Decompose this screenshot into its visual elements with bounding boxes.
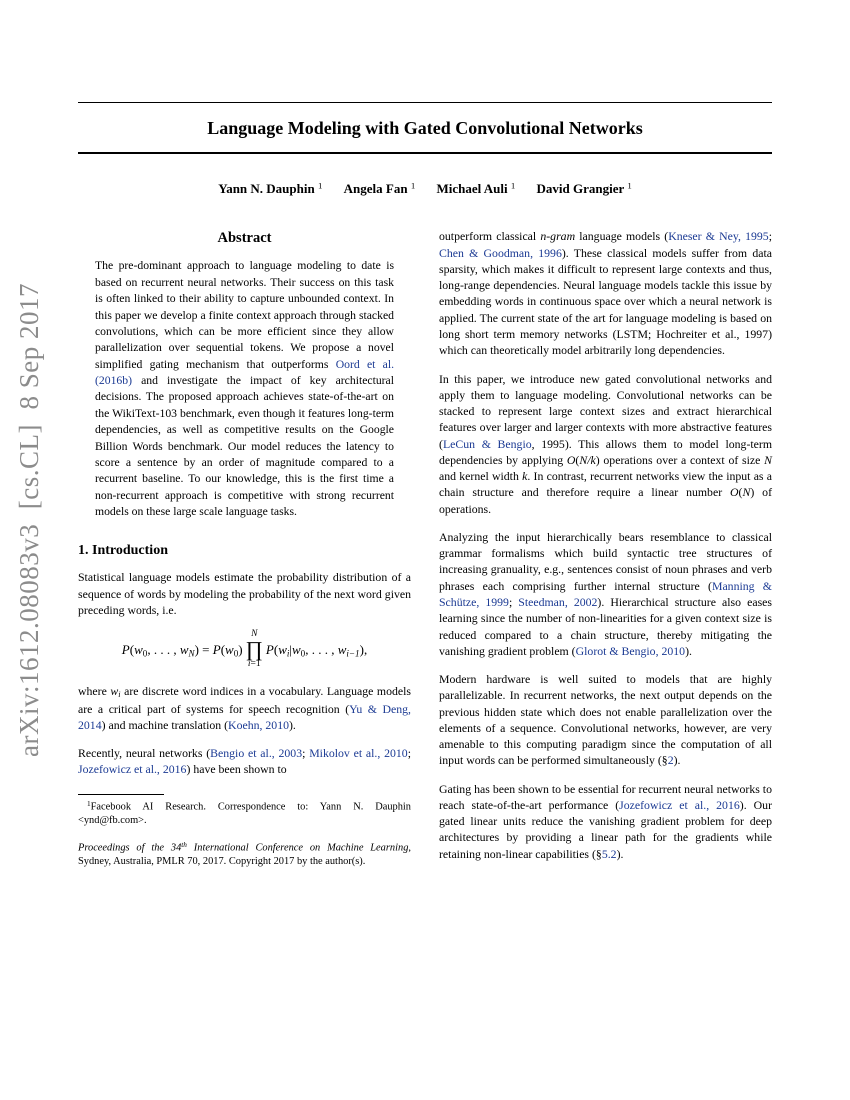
text-segment: N xyxy=(742,485,751,500)
text-segment: 0 xyxy=(142,647,148,658)
text-segment: 0 xyxy=(233,647,239,658)
text-segment: ( xyxy=(575,452,580,467)
text-segment: Modern hardware is well suited to models that are highly parallelizable. In recurrent networks, the next output depends on the previous hidden state which does not enable parallelization over the elements of a sequence. Convolutional networks, however, are very amenable to this computing paradigm since the computation of all input words can be performed simultaneously (§ xyxy=(439,672,772,768)
equation-rhs xyxy=(266,642,367,658)
intro-paragraph-3 xyxy=(78,745,411,778)
text-segment: th xyxy=(181,840,187,849)
text-segment: ). xyxy=(289,717,296,732)
section-heading-introduction: 1. Introduction xyxy=(78,543,168,559)
text-segment: ) = xyxy=(194,641,213,657)
text-segment: ). Hierarchical structure also eases learning since the number of non-linearities for a given context size is reduced compared to a chain structure, thereby mitigating the vanishing gradient problem ( xyxy=(439,594,772,658)
text-segment: ). Our gated linear units reduce the vanishing gradient problem for deep architectures by providing a linear path for the gradients while retaining non-linear capabilities (§ xyxy=(439,797,772,861)
text-segment: P xyxy=(121,641,130,657)
text-segment: ). xyxy=(616,846,624,861)
right-paragraph-5 xyxy=(439,781,772,862)
author-affiliation-sup: 1 xyxy=(317,181,323,191)
text-segment: w xyxy=(225,641,234,657)
text-segment: ). xyxy=(673,753,681,768)
text-segment: N/k xyxy=(579,452,596,467)
equation-lm-factorization xyxy=(78,630,411,669)
citation-link[interactable]: Mikolov et al., 2010 xyxy=(309,746,408,761)
text-segment: Gating has been shown to be essential for recurrent neural networks to reach state-of-the-art performance ( xyxy=(439,781,772,812)
text-segment: ), xyxy=(359,641,368,657)
right-column xyxy=(439,228,772,874)
text-segment: Recently, neural networks ( xyxy=(78,746,211,761)
text-segment: =1 xyxy=(250,658,261,669)
text-segment: O xyxy=(566,452,576,467)
text-segment: w xyxy=(179,641,189,657)
right-paragraph-2 xyxy=(439,371,772,517)
citation-link[interactable]: Bengio et al., 2003 xyxy=(210,746,303,761)
text-segment: k xyxy=(522,469,528,484)
text-segment: are discrete word indices in a vocabulary. Language models are a critical part of systems for speech recognition ( xyxy=(78,684,411,716)
author-name: Michael Auli $^1$ xyxy=(436,181,516,197)
text-segment: 1 xyxy=(87,799,91,808)
text-segment: ( xyxy=(273,641,279,657)
text-segment: N xyxy=(251,629,258,640)
text-segment: outperform classical xyxy=(439,229,541,244)
text-segment: w xyxy=(337,641,347,657)
product-lower-limit xyxy=(248,660,261,670)
citation-link[interactable]: Jozefowicz et al., 2016 xyxy=(78,762,187,777)
text-segment: w xyxy=(292,641,301,657)
text-segment: ; xyxy=(407,746,411,761)
text-segment: N xyxy=(188,647,195,658)
text-segment: P xyxy=(212,641,221,657)
text-segment: ) xyxy=(238,641,243,657)
product-symbol: ∏ xyxy=(245,636,263,661)
text-segment: i xyxy=(286,647,290,658)
text-segment: i xyxy=(118,690,121,700)
citation-link[interactable]: 2 xyxy=(667,753,674,768)
text-segment: Facebook AI Research. Correspondence to: Yann N. Dauphin <ynd@fb.com>. xyxy=(78,800,411,826)
text-segment: International Conference on Machine Learning xyxy=(186,841,409,853)
author-affiliation-sup: 1 xyxy=(410,181,416,191)
product-operator xyxy=(246,630,263,669)
text-segment: O xyxy=(730,485,739,500)
text-segment: ; xyxy=(768,229,772,244)
text-segment: ; xyxy=(508,594,519,609)
left-column xyxy=(78,228,411,874)
text-segment: 0 xyxy=(300,647,306,658)
title-rule xyxy=(78,152,772,154)
text-segment: ( xyxy=(129,641,135,657)
citation-link[interactable]: Oord et al. (2016b) xyxy=(95,357,394,388)
text-segment: ( xyxy=(738,485,743,500)
author-affiliation-sup: 1 xyxy=(627,181,632,191)
text-segment: ). xyxy=(685,643,692,658)
author-name: Yann N. Dauphin $^1$ xyxy=(218,181,323,197)
text-segment: Proceedings of the 34 xyxy=(78,841,182,853)
equation-lhs xyxy=(122,642,243,658)
text-segment: , Sydney, Australia, PMLR 70, 2017. Copyright 2017 by the author(s). xyxy=(78,841,411,867)
citation-link[interactable]: Yu & Deng, 2014 xyxy=(78,701,411,732)
text-segment: ( xyxy=(220,641,226,657)
arxiv-watermark: arXiv:1612.08083v3 [cs.CL] 8 Sep 2017 xyxy=(14,283,44,757)
text-segment: ; xyxy=(302,746,310,761)
text-segment: N xyxy=(764,452,772,467)
text-segment: w xyxy=(110,684,119,699)
citation-link[interactable]: Jozefowicz et al., 2016 xyxy=(619,797,740,812)
citation-link[interactable]: 5.2 xyxy=(601,846,617,861)
two-column-layout xyxy=(78,228,772,874)
text-segment: w xyxy=(134,641,143,657)
author-name: Angela Fan $^1$ xyxy=(343,181,416,197)
right-paragraph-1 xyxy=(439,228,772,358)
text-segment: where xyxy=(78,684,111,699)
citation-link[interactable]: Glorot & Bengio, 2010 xyxy=(575,643,686,658)
text-segment: , 1995). This allows them to model long-term dependencies by applying xyxy=(439,436,772,467)
text-segment: Statistical language models estimate the probability distribution of a sequence of words by modeling the probability of the next word given preceding words, i.e. xyxy=(78,570,411,617)
right-paragraph-3 xyxy=(439,529,772,659)
abstract-paragraph xyxy=(95,258,394,520)
text-segment: | xyxy=(289,641,292,657)
text-segment: , . . . , xyxy=(147,641,180,657)
text-segment: Analyzing the input hierarchically bears resemblance to classical grammar formalisms which build syntactic tree structures of increasing granuality, e.g., sentences consist of noun phrases and verb phrases each comprising further internal structure ( xyxy=(439,529,772,593)
text-segment: n-gram xyxy=(540,229,576,244)
text-segment: . In contrast, recurrent networks view the input as a chain structure and therefore require a linear number xyxy=(439,469,772,500)
text-segment: and kernel width xyxy=(439,469,523,484)
intro-paragraph-2 xyxy=(78,683,411,733)
citation-link[interactable]: LeCun & Bengio xyxy=(442,436,532,451)
authors-line xyxy=(78,181,772,197)
text-segment: language models ( xyxy=(575,229,669,244)
citation-link[interactable]: Kneser & Ney, 1995 xyxy=(668,229,769,244)
text-segment: ). These classical models suffer from data sparsity, which makes it difficult to represent large contexts and thus, long-range dependencies. Neural language models tackle this issue by embedding words in continuous space over which a neural network is applied. The current state of the art for language modeling is based on long short term memory networks (LSTM; Hochreiter et al., 1997) which can theoretically model arbitrarily long dependencies. xyxy=(439,245,772,358)
abstract-heading: Abstract xyxy=(217,230,272,247)
text-segment: ) and machine translation ( xyxy=(101,717,229,732)
text-segment: P xyxy=(265,641,274,657)
footnote-affiliation xyxy=(78,800,411,828)
text-segment: The pre-dominant approach to language modeling to date is based on recurrent neural networks. Their success on this task is often linked to their ability to capture unbounded context. In this paper we develop a finite context approach through stacked convolutions, which can be more efficient since they allow parallelization over sequential tokens. We propose a novel simplified gating mechanism that outperforms xyxy=(95,259,394,371)
text-segment: w xyxy=(278,641,287,657)
text-segment: i−1 xyxy=(346,647,360,658)
author-name: David Grangier $^1$ xyxy=(536,181,632,197)
paper-title: Language Modeling with Gated Convolutional Networks xyxy=(207,118,643,138)
text-segment: i xyxy=(247,658,251,669)
text-segment: ) of operations. xyxy=(439,485,772,516)
right-paragraph-4 xyxy=(439,671,772,769)
citation-link[interactable]: Manning & Schütze, 1999 xyxy=(439,578,772,609)
proceedings-notice xyxy=(78,841,411,869)
text-segment: ) have been shown to xyxy=(186,762,287,777)
text-segment: ) operations over a context of size xyxy=(595,452,765,467)
intro-paragraph-1 xyxy=(78,569,411,618)
text-segment: In this paper, we introduce new gated convolutional networks and apply them to language modeling. Convolutional networks can be stacked to represent large context sizes and extract hierarchical features over larger and larger contexts with more abstractive features ( xyxy=(439,371,772,451)
citation-link[interactable]: Koehn, 2010 xyxy=(228,717,289,732)
paper-content xyxy=(78,0,772,874)
text-segment: and investigate the impact of key architectural decisions. The proposed approach achieves state-of-the-art on the WikiText-103 benchmark, even though it features long-term dependencies, as well as competitive results on the Google Billion Words benchmark. Our model reduces the latency to score a sentence by an order of magnitude compared to a recurrent baseline. To our knowledge, this is the first time a non-recurrent approach is competitive with strong recurrent models on these large scale language tasks. xyxy=(95,374,394,519)
citation-link[interactable]: Chen & Goodman, 1996 xyxy=(439,245,562,260)
text-segment: , . . . , xyxy=(305,641,338,657)
footnote-rule xyxy=(78,794,164,795)
citation-link[interactable]: Steedman, 2002 xyxy=(518,594,598,609)
author-affiliation-sup: 1 xyxy=(510,181,516,191)
